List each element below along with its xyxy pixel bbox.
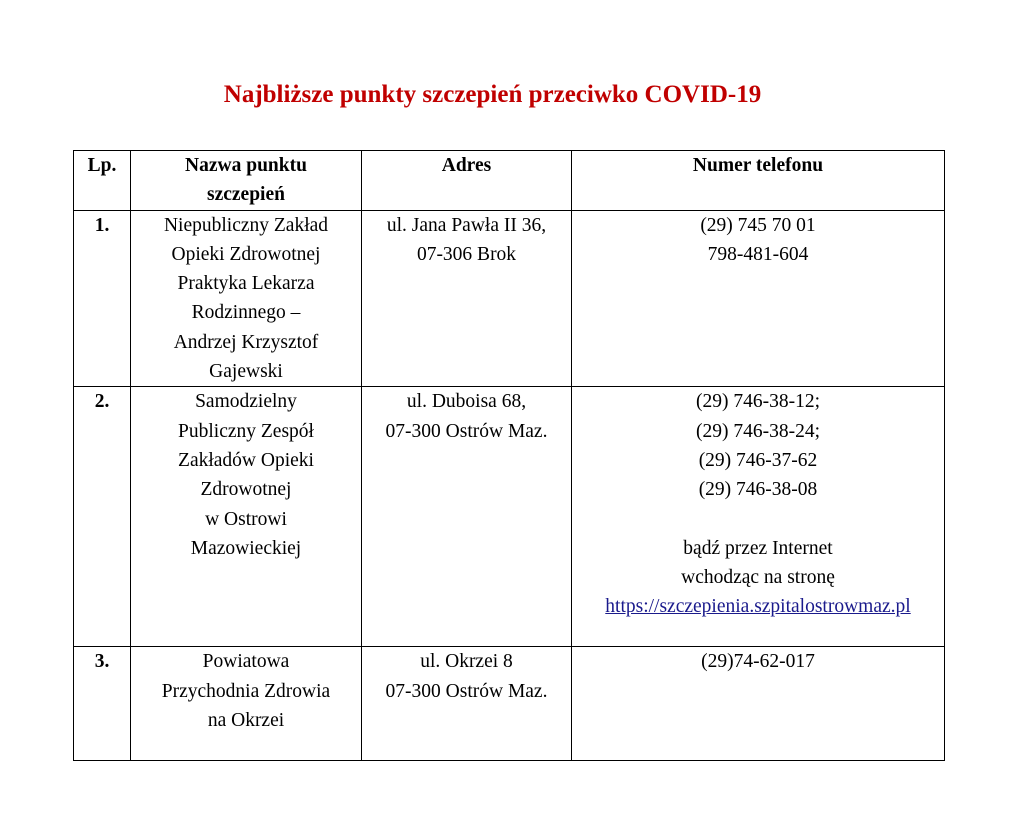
point-name-cell <box>131 387 362 647</box>
point-name-line: Mazowieckiej <box>190 537 302 559</box>
point-name-line: Zakładów Opieki <box>178 449 314 471</box>
header-name-line: szczepień <box>207 184 285 206</box>
phone-line: (29)74-62-017 <box>701 651 815 673</box>
point-name-line: Przychodnia Zdrowia <box>161 680 331 702</box>
row-number: 3. <box>74 647 131 761</box>
vaccination-points-table <box>73 150 945 761</box>
address-line: 07-306 Brok <box>416 243 517 265</box>
point-name-cell <box>131 647 362 761</box>
row-number: 1. <box>74 210 131 387</box>
point-name-line: Gajewski <box>209 361 283 383</box>
internet-note-line: bądź przez Internet <box>683 537 833 559</box>
row-number: 2. <box>74 387 131 647</box>
point-name-line: na Okrzei <box>207 709 285 731</box>
table-row <box>74 210 945 387</box>
registration-link[interactable]: https://szczepienia.szpitalostrowmaz.pl <box>605 596 911 618</box>
page-title: Najbliższe punkty szczepień przeciwko COVID-19 <box>223 81 762 108</box>
phone-line: (29) 746-38-24; <box>695 420 821 442</box>
address-line: ul. Okrzei 8 <box>420 651 513 673</box>
phone-line: 798-481-604 <box>707 243 809 265</box>
point-name-line: Rodzinnego – <box>191 302 301 324</box>
header-name <box>131 151 362 211</box>
address-line: ul. Jana Pawła II 36, <box>386 214 547 236</box>
point-name-line: Samodzielny <box>195 391 297 413</box>
phone-line: (29) 745 70 01 <box>700 214 816 236</box>
table-row <box>74 387 945 647</box>
header-name-line: Nazwa punktu <box>185 155 307 176</box>
table-row <box>74 647 945 761</box>
phone-cell <box>572 210 945 387</box>
address-line: ul. Duboisa 68, <box>406 391 527 413</box>
address-cell <box>362 387 572 647</box>
internet-note-line: wchodząc na stronę <box>681 567 835 589</box>
phone-cell <box>572 387 945 647</box>
header-address: Adres <box>362 151 572 211</box>
phone-line: (29) 746-38-08 <box>698 479 818 501</box>
point-name-line: w Ostrowi <box>205 508 287 530</box>
header-lp: Lp. <box>74 151 131 211</box>
address-cell <box>362 647 572 761</box>
phone-cell <box>572 647 945 761</box>
point-name-line: Powiatowa <box>202 651 290 673</box>
point-name-line: Publiczny Zespół <box>178 420 314 442</box>
point-name-line: Niepubliczny Zakład <box>163 214 329 236</box>
point-name-line: Opieki Zdrowotnej <box>171 243 321 265</box>
address-line: 07-300 Ostrów Maz. <box>385 420 548 442</box>
point-name-line: Praktyka Lekarza <box>177 273 315 295</box>
phone-line: (29) 746-38-12; <box>695 391 821 413</box>
phone-line: (29) 746-37-62 <box>698 449 818 471</box>
address-cell <box>362 210 572 387</box>
table-header-row <box>74 151 945 211</box>
point-name-line: Andrzej Krzysztof <box>173 331 319 353</box>
header-phone: Numer telefonu <box>572 151 945 211</box>
spacer <box>576 505 940 534</box>
address-line: 07-300 Ostrów Maz. <box>385 680 548 702</box>
point-name-cell <box>131 210 362 387</box>
point-name-line: Zdrowotnej <box>200 479 292 501</box>
